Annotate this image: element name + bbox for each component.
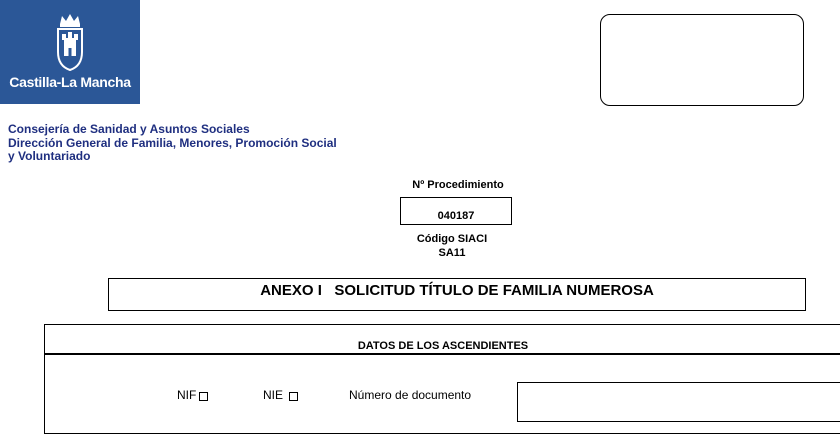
nie-label: NIE bbox=[263, 388, 284, 402]
nif-label: NIF bbox=[177, 388, 197, 402]
section-header bbox=[45, 325, 840, 355]
nif-option[interactable] bbox=[177, 388, 208, 402]
logo-text: Castilla-La Mancha bbox=[9, 74, 131, 90]
procedure-label: Nº Procedimiento bbox=[412, 179, 504, 191]
siaci-code: SA11 bbox=[438, 247, 466, 259]
castilla-la-mancha-crest-icon bbox=[50, 12, 90, 72]
registry-stamp-box bbox=[600, 14, 804, 106]
annex-title-box bbox=[108, 278, 806, 311]
procedure-number-box bbox=[400, 197, 512, 225]
organization-line-1: Consejería de Sanidad y Asuntos Sociales bbox=[8, 122, 250, 136]
procedure-number: 040187 bbox=[437, 210, 475, 222]
annex-title: ANEXO I SOLICITUD TÍTULO DE FAMILIA NUMEROSA bbox=[260, 282, 654, 299]
section-title: DATOS DE LOS ASCENDIENTES bbox=[357, 340, 529, 352]
document-number-field[interactable] bbox=[517, 382, 840, 422]
document-number-label: Número de documento bbox=[349, 388, 472, 402]
castilla-la-mancha-logo bbox=[0, 0, 140, 104]
siaci-label: Código SIACI bbox=[416, 233, 488, 245]
organization-line-2: Dirección General de Familia, Menores, Promoción Social bbox=[8, 135, 337, 150]
nif-checkbox[interactable] bbox=[199, 392, 208, 401]
organization-block bbox=[8, 123, 337, 164]
nie-option[interactable] bbox=[263, 388, 298, 402]
nie-checkbox[interactable] bbox=[289, 392, 298, 401]
organization-line-3: y Voluntariado bbox=[8, 149, 91, 163]
